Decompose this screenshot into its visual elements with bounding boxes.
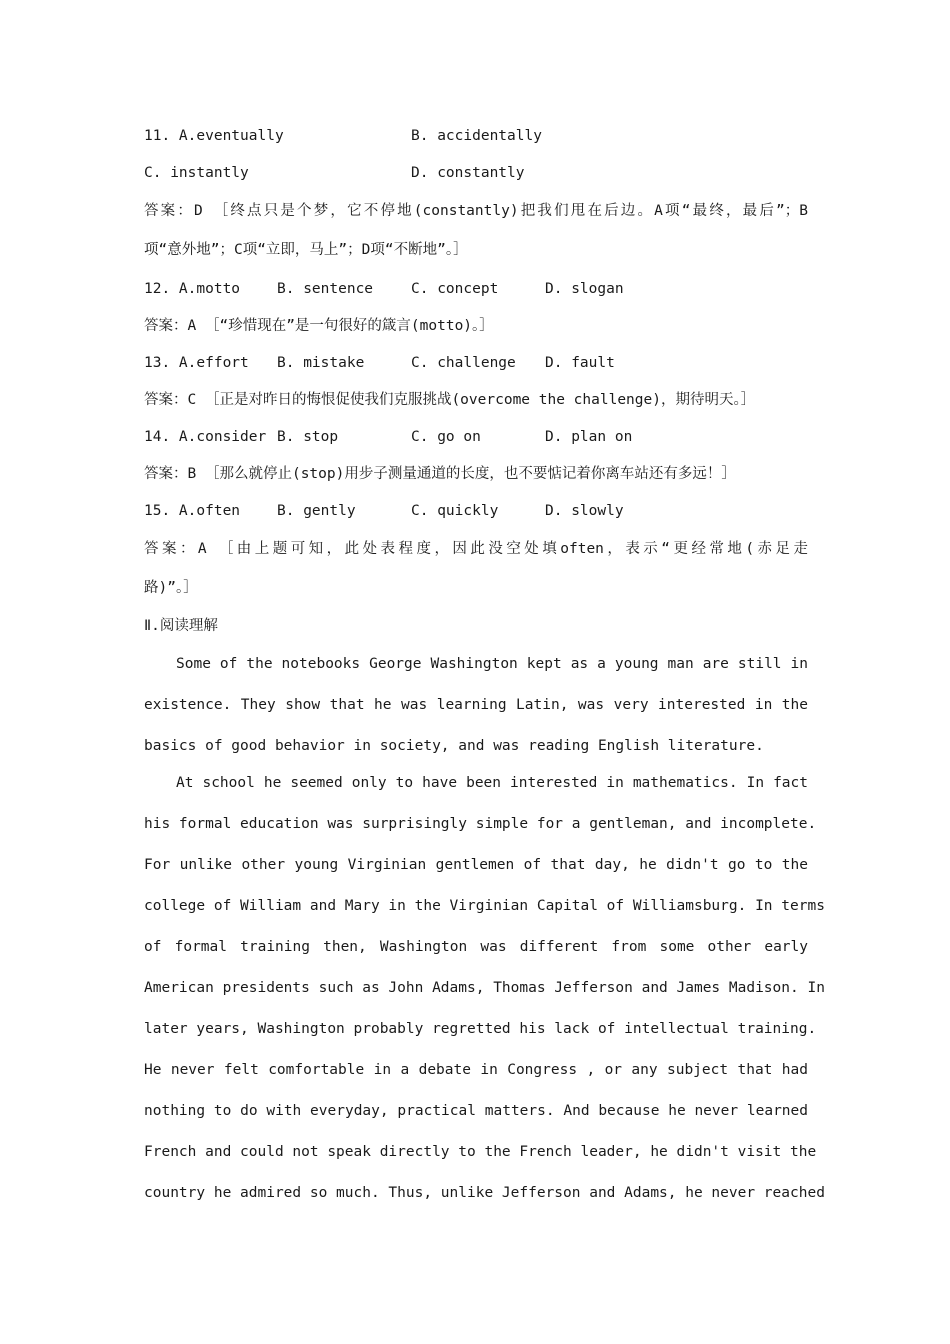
answer-14: 答案：B ［那么就停止(stop)用步子测量通道的长度，也不要惦记着你离车站还有多远！］ (144, 466, 736, 482)
answer-13: 答案：C ［正是对昨日的悔恨促使我们克服挑战(overcome the challenge)，期待明天。］ (144, 392, 756, 408)
q13-option-d: D. fault (545, 355, 615, 371)
paragraph-line: He never felt comfortable in a debate in Congress , or any subject that had (144, 1062, 808, 1078)
q15-option-b: B. gently (277, 503, 356, 519)
paragraph-line: At school he seemed only to have been interested in mathematics. In fact (176, 775, 808, 791)
paragraph-line: of formal training then, Washington was different from some other early (144, 939, 808, 955)
q14-option-d: D. plan on (545, 429, 633, 445)
q14-option-a: 14. A.consider (144, 429, 267, 445)
answer-11-line1: 答案：D ［终点只是个梦，它不停地(constantly)把我们甩在后边。A项“最终，最后”；B (144, 203, 808, 219)
q11-option-d: D. constantly (411, 165, 525, 181)
paragraph-line: existence. They show that he was learning Latin, was very interested in the (144, 697, 808, 713)
q13-option-a: 13. A.effort (144, 355, 249, 371)
paragraph-line: French and could not speak directly to the French leader, he didn't visit the (144, 1144, 817, 1160)
q13-option-b: B. mistake (277, 355, 365, 371)
q15-option-d: D. slowly (545, 503, 624, 519)
paragraph-line: his formal education was surprisingly simple for a gentleman, and incomplete. (144, 816, 817, 832)
paragraph-line: basics of good behavior in society, and was reading English literature. (144, 738, 764, 754)
reading-paragraph-1 (144, 654, 808, 777)
q11-option-b: B. accidentally (411, 128, 542, 144)
paragraph-line: nothing to do with everyday, practical matters. And because he never learned (144, 1103, 808, 1119)
question-13 (144, 353, 808, 373)
reading-paragraph-2 (144, 773, 825, 1224)
q15-option-a: 15. A.often (144, 503, 241, 519)
paragraph-line: For unlike other young Virginian gentlemen of that day, he didn't go to the (144, 857, 808, 873)
answer-15-line1: 答案：A ［由上题可知，此处表程度，因此没空处填often，表示“更经常地(赤足走 (144, 541, 808, 557)
q13-option-c: C. challenge (411, 355, 516, 371)
section-heading: Ⅱ.阅读理解 (144, 618, 218, 634)
question-14 (144, 427, 808, 447)
question-12 (144, 279, 808, 299)
q12-option-a: 12. A.motto (144, 281, 241, 297)
q15-option-c: C. quickly (411, 503, 499, 519)
question-11 (144, 126, 808, 146)
question-15 (144, 501, 808, 521)
answer-12: 答案：A ［“珍惜现在”是一句很好的箴言(motto)。］ (144, 318, 494, 334)
q12-option-d: D. slogan (545, 281, 624, 297)
q14-option-c: C. go on (411, 429, 481, 445)
answer-11-line2: 项“意外地”；C项“立即，马上”；D项“不断地”。］ (144, 242, 468, 258)
paragraph-line: later years, Washington probably regretted his lack of intellectual training. (144, 1021, 817, 1037)
question-11-cont (144, 163, 808, 183)
paragraph-line: Some of the notebooks George Washington kept as a young man are still in (176, 656, 808, 672)
q12-option-c: C. concept (411, 281, 499, 297)
paragraph-line: country he admired so much. Thus, unlike Jefferson and Adams, he never reached (144, 1185, 825, 1201)
q11-option-a: 11. A.eventually (144, 128, 284, 144)
q14-option-b: B. stop (277, 429, 339, 445)
q11-option-c: C. instantly (144, 165, 249, 181)
answer-15-line2: 路)”。］ (144, 580, 198, 596)
paragraph-line: college of William and Mary in the Virginian Capital of Williamsburg. In terms (144, 898, 825, 914)
q12-option-b: B. sentence (277, 281, 374, 297)
paragraph-line: American presidents such as John Adams, Thomas Jefferson and James Madison. In (144, 980, 825, 996)
